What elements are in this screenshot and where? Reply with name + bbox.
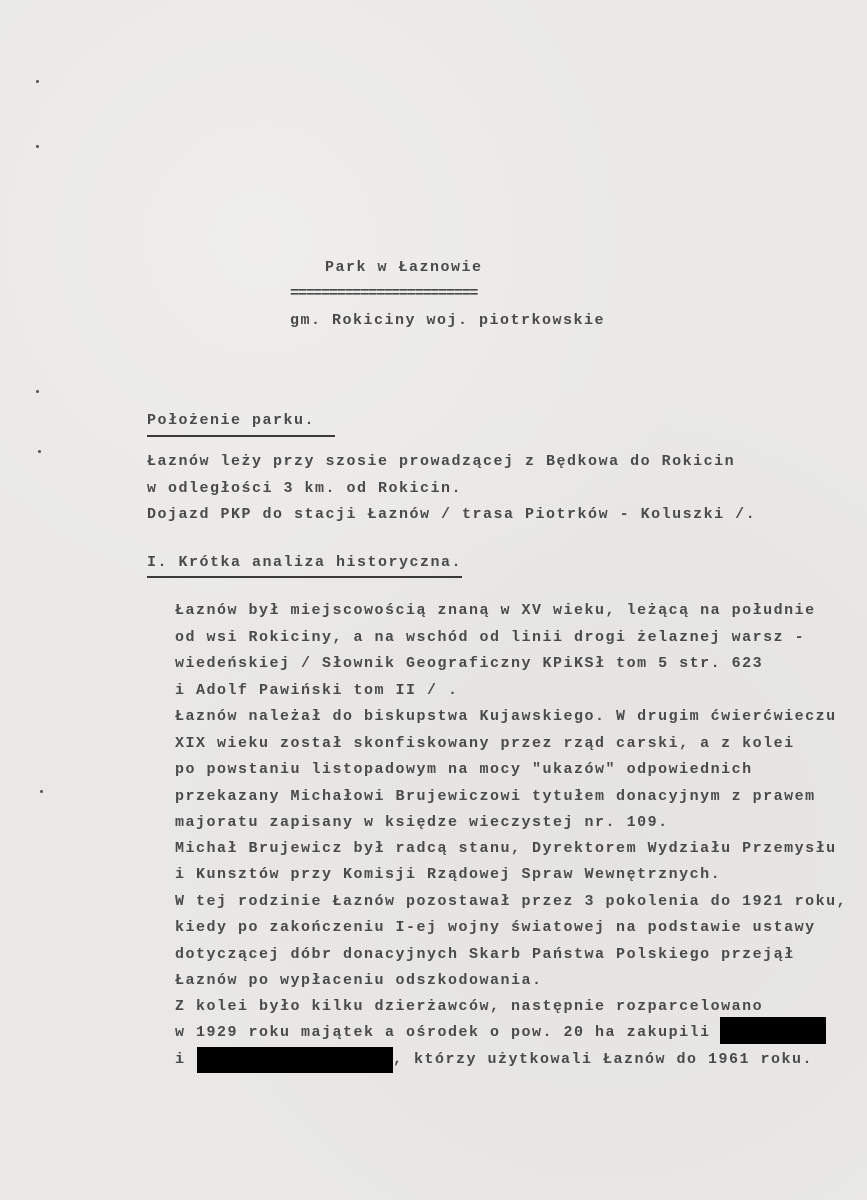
history-line: dotyczącej dóbr donacyjnych Skarb Państwa Polskiego przejął [175, 946, 795, 963]
heading-underline [147, 435, 335, 437]
section-heading-history: I. Krótka analiza historyczna. [147, 554, 463, 571]
location-line: Dojazd PKP do stacji Łaznów / trasa Piotrków - Koluszki /. [147, 506, 757, 523]
margin-mark [36, 390, 39, 393]
margin-mark [38, 450, 41, 453]
history-line: W tej rodzinie Łaznów pozostawał przez 3 pokolenia do 1921 roku, [175, 893, 848, 910]
history-line: kiedy po zakończeniu I-ej wojny światowej na podstawie ustawy [175, 919, 816, 936]
history-line: Łaznów był miejscowością znaną w XV wieku, leżącą na południe [175, 602, 816, 619]
heading-underline [147, 576, 462, 578]
history-line: od wsi Rokiciny, a na wschód od linii drogi żelaznej warsz - [175, 629, 806, 646]
margin-mark [36, 145, 39, 148]
margin-mark [40, 790, 43, 793]
history-line: Łaznów należał do biskupstwa Kujawskiego. W drugim ćwierćwieczu [175, 708, 837, 725]
history-line: Michał Brujewicz był radcą stanu, Dyrektorem Wydziału Przemysłu [175, 840, 837, 857]
redaction-block [197, 1047, 393, 1073]
history-line: w 1929 roku majątek a ośrodek o pow. 20 ha zakupili [175, 1024, 711, 1041]
history-line: Z kolei było kilku dzierżawców, następnie rozparcelowano [175, 998, 764, 1015]
location-line: Łaznów leży przy szosie prowadzącej z Będkowa do Rokicin [147, 453, 736, 470]
history-line: XIX wieku został skonfiskowany przez rząd carski, a z kolei [175, 735, 795, 752]
margin-mark [36, 80, 39, 83]
document-subtitle: gm. Rokiciny woj. piotrkowskie [290, 312, 606, 329]
history-line: wiedeńskiej / Słownik Geograficzny KPiKSł tom 5 str. 623 [175, 655, 764, 672]
document-title: Park w Łaznowie [325, 259, 483, 276]
history-line: i [175, 1051, 186, 1068]
history-line: majoratu zapisany w księdze wieczystej nr. 109. [175, 814, 669, 831]
section-heading-location: Położenie parku. [147, 412, 316, 429]
history-line: Łaznów po wypłaceniu odszkodowania. [175, 972, 543, 989]
location-line: w odległości 3 km. od Rokicin. [147, 480, 463, 497]
history-line: i Adolf Pawiński tom II / . [175, 682, 459, 699]
history-line: po powstaniu listopadowym na mocy "ukazów" odpowiednich [175, 761, 753, 778]
redaction-block [720, 1017, 826, 1044]
history-line: , którzy użytkowali Łaznów do 1961 roku. [393, 1051, 814, 1068]
title-rule: ======================== [290, 285, 478, 302]
history-line: i Kunsztów przy Komisji Rządowej Spraw Wewnętrznych. [175, 866, 722, 883]
history-line: przekazany Michałowi Brujewiczowi tytułem donacyjnym z prawem [175, 788, 816, 805]
